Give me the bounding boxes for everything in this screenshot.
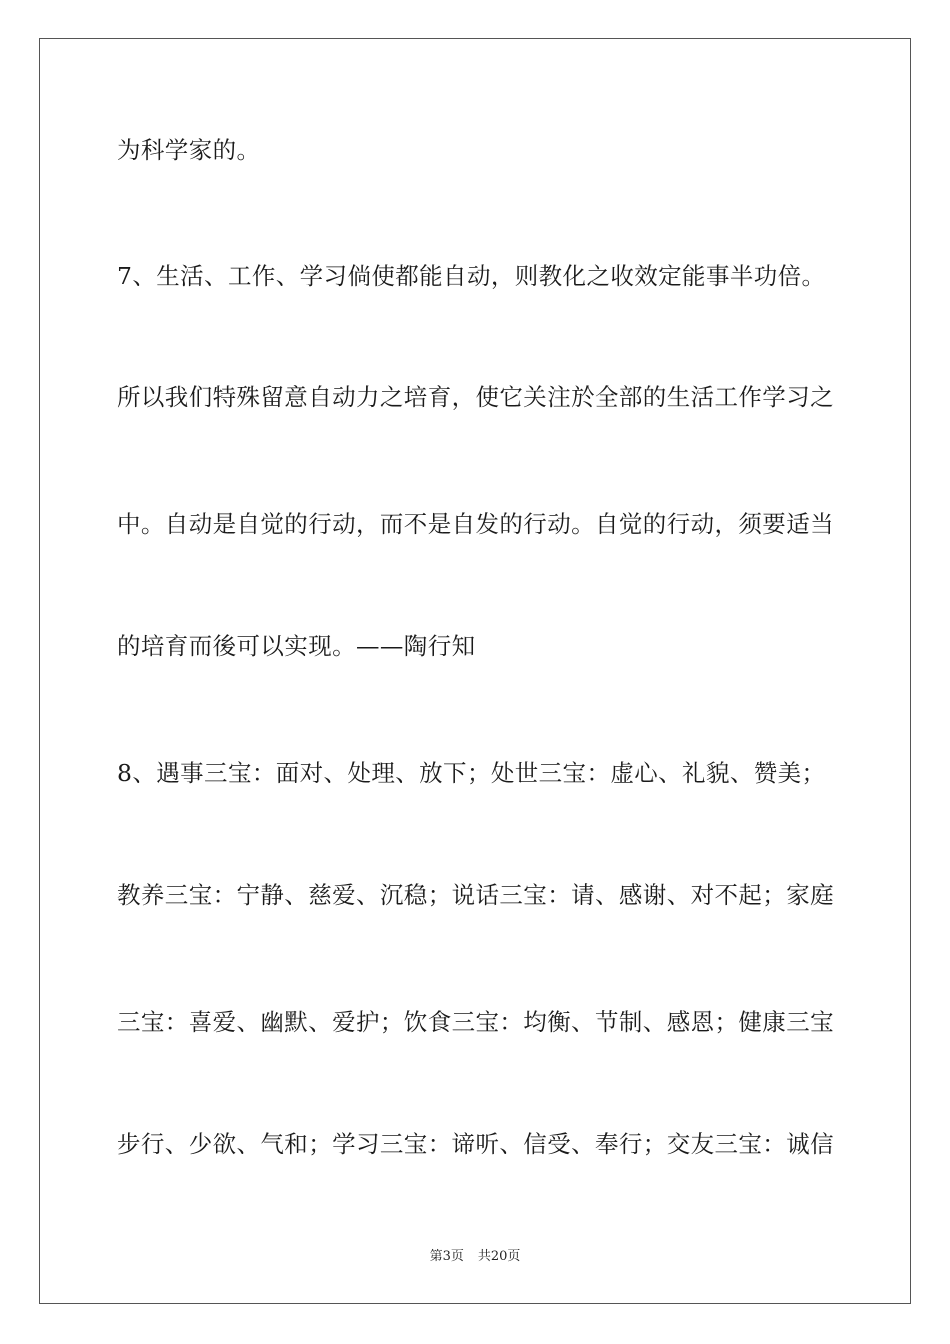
- text-line: 三宝：喜爱、幽默、爱护；饮食三宝：均衡、节制、感恩；健康三宝: [117, 1008, 834, 1036]
- text-line: 为科学家的。: [117, 136, 261, 164]
- text-line: 步行、少欲、气和；学习三宝：谛听、信受、奉行；交友三宝：诚信: [117, 1130, 834, 1158]
- text-line: 8、遇事三宝：面对、处理、放下；处世三宝：虚心、礼貌、赞美；: [117, 759, 826, 787]
- text-line: 中。自动是自觉的行动，而不是自发的行动。自觉的行动，须要适当: [117, 510, 834, 538]
- text-line: 所以我们特殊留意自动力之培育，使它关注於全部的生活工作学习之: [117, 383, 834, 411]
- text-line: 的培育而後可以实现。——陶行知: [117, 632, 476, 660]
- page-footer: [0, 1248, 950, 1266]
- text-line: 7、生活、工作、学习倘使都能自动，则教化之收效定能事半功倍。: [117, 262, 826, 290]
- text-line: 教养三宝：宁静、慈爱、沉稳；说话三宝：请、感谢、对不起；家庭: [117, 881, 834, 909]
- page-number: 第3页: [429, 1249, 464, 1264]
- page-border: [39, 38, 911, 1304]
- total-pages: 共20页: [477, 1249, 521, 1264]
